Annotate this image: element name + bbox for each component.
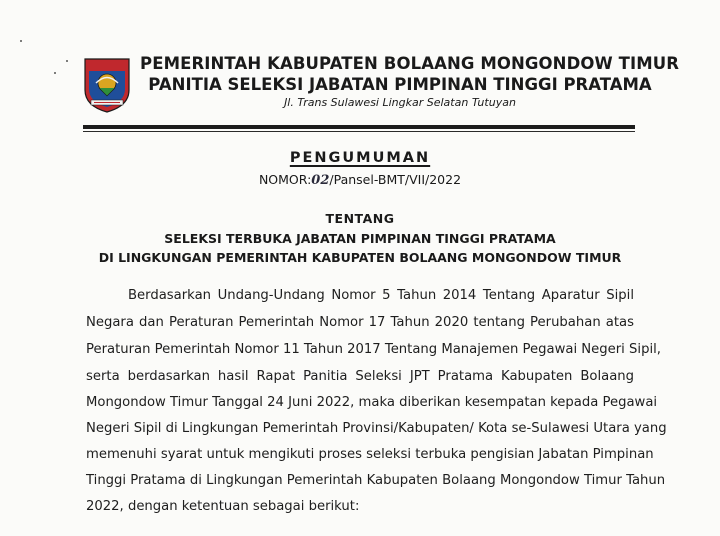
regency-emblem-icon	[82, 56, 132, 114]
body-line: serta berdasarkan hasil Rapat Panitia Seleksi JPT Pratama Kabupaten Bolaang	[86, 369, 634, 384]
letterhead-address: Jl. Trans Sulawesi Lingkar Selatan Tutuyan	[284, 96, 516, 109]
body-line: 2022, dengan ketentuan sebagai berikut:	[86, 499, 360, 514]
body-line: Mongondow Timur Tanggal 24 Juni 2022, maka diberikan kesempatan kepada Pegawai	[86, 395, 658, 410]
scan-speck	[54, 72, 56, 74]
number-handwritten: 02	[311, 173, 330, 188]
letterhead-divider-thick	[83, 125, 635, 129]
body-line: Negeri Sipil di Lingkungan Pemerintah Provinsi/Kabupaten/ Kota se-Sulawesi Utara yang	[86, 421, 667, 436]
number-suffix: /Pansel-BMT/VII/2022	[329, 172, 462, 187]
body-line: Tinggi Pratama di Lingkungan Pemerintah Kabupaten Bolaang Mongondow Timur Tahun	[86, 473, 666, 488]
body-line: memenuhi syarat untuk mengikuti proses seleksi terbuka pengisian Jabatan Pimpinan	[86, 447, 654, 462]
announcement-title-text: PENGUMUMAN	[289, 150, 431, 166]
letterhead-government: PEMERINTAH KABUPATEN BOLAANG MONGONDOW TIMUR	[140, 54, 680, 73]
body-line: Negara dan Peraturan Pemerintah Nomor 17 Tahun 2020 tentang Perubahan atas	[86, 315, 634, 330]
body-line: Peraturan Pemerintah Nomor 11 Tahun 2017 Tentang Manajemen Pegawai Negeri Sipil,	[86, 342, 661, 357]
body-line: Berdasarkan Undang-Undang Nomor 5 Tahun 2014 Tentang Aparatur Sipil	[128, 288, 634, 303]
announcement-title	[0, 150, 720, 166]
subject-line-2: DI LINGKUNGAN PEMERINTAH KABUPATEN BOLAANG MONGONDOW TIMUR	[98, 250, 622, 265]
letterhead-committee: PANITIA SELEKSI JABATAN PIMPINAN TINGGI PRATAMA	[148, 75, 652, 94]
announcement-number	[0, 172, 720, 188]
letterhead-divider-thin	[83, 131, 635, 132]
subject-line-1: SELEKSI TERBUKA JABATAN PIMPINAN TINGGI PRATAMA	[164, 231, 556, 246]
scan-speck	[20, 40, 22, 42]
scan-speck	[66, 60, 68, 62]
about-heading: TENTANG	[325, 211, 395, 226]
number-prefix: NOMOR:	[258, 172, 312, 187]
